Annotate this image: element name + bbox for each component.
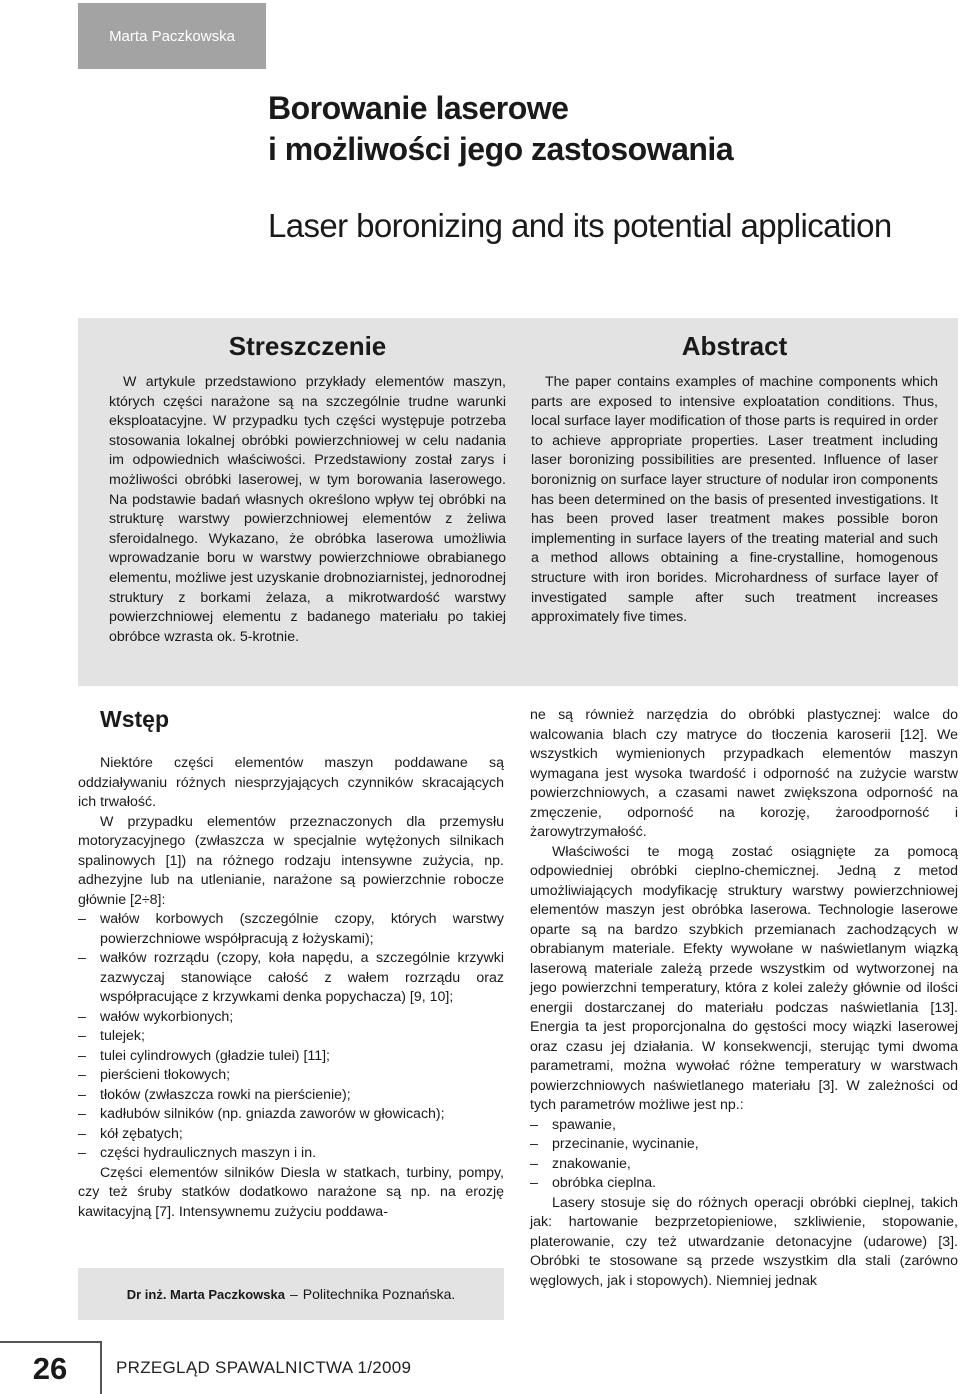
list-item-text: obróbka cieplna. — [552, 1175, 657, 1191]
abstract-pl-heading: Streszczenie — [228, 331, 387, 361]
paragraph: ne są również narzędzia do obróbki plastycznej: walce do walcowania blach czy matryce do tłoczenia karoserii [12]. We wszystkich wymienionych przypadkach elementów maszyn wymagana jest wysoka twardość i odporność na zużycie warstw powierzchniowych, a czasami nawet zwiększona odporność na zmęczenie, odporność na korozję, żaroodporność i żarowytrzymałość. — [530, 707, 958, 840]
dash-marker: – — [78, 1106, 86, 1122]
paragraph: Niektóre części elementów maszyn poddawane są oddziaływaniu różnych niesprzyjających czynników skracających ich trwałość. — [78, 755, 504, 810]
abstract-english — [531, 329, 938, 628]
affiliation-org: Politechnika Poznańska. — [302, 1286, 456, 1302]
dash-marker: – — [78, 1008, 86, 1025]
dash-marker: – — [78, 911, 86, 927]
list-item-text: kadłubów silników (np. gniazda zaworów w głowicach); — [100, 1106, 445, 1122]
list-item — [78, 1144, 504, 1164]
list-item-text: tłoków (zwłaszcza rowki na pierścienie); — [100, 1086, 351, 1103]
list-item-text: wałów wykorbionych; — [100, 1008, 234, 1025]
list-item-text: spawanie, — [552, 1116, 616, 1133]
abstract-en-heading: Abstract — [681, 331, 788, 361]
list-item — [78, 1086, 504, 1106]
paragraph: Właściwości te mogą zostać osiągnięte za pomocą odpowiedniej obróbki cieplno-chemicznej. Jedną z metod umożliwiających modyfikację struktury warstwy powierzchniowej elementów maszyn jest obróbka laserowa. Technologie laserowe oparte są na bardzo szybkich przemianach zachodzących w obrabianym materiale. Efekty wywołane w naświetlanym wiązką laserową materiale zależą przede wszystkim od wytworzonej na jego powierzchni temperatury, która z kolei zależy głównie od ilości energii dostarczanej do materiału podczas naświetlania [13]. Energia ta jest proporcjonalna do gęstości mocy wiązki laserowej oraz czasu jej działania. W konsekwencji, sterując tymi dwoma parametrami, można wywołać różne temperatury w warstwach powierzchniowych naświetlanego materiału [3]. W zależności od tych parametrów możliwe jest np.: — [530, 843, 958, 1113]
dash-marker: – — [78, 1067, 86, 1083]
list-item — [78, 1008, 504, 1028]
list-item — [530, 1155, 958, 1175]
list-item-text: części hydraulicznych maszyn i in. — [100, 1145, 317, 1161]
component-list — [78, 910, 504, 1164]
list-item — [78, 910, 504, 949]
paragraph: W przypadku elementów przeznaczonych dla przemysłu motoryzacyjnego (zwłaszcza w specjalnie wytężonych silnikach spalinowych [1]) na różnego rodzaju intensywne zużycia, np. adhezyjne lub na utlenianie, narażone są powierzchnie robocze głównie [2÷8]: — [78, 813, 504, 908]
list-item — [530, 1174, 958, 1194]
dash-marker: – — [530, 1155, 538, 1172]
dash-marker: – — [530, 1136, 538, 1152]
author-label: Marta Paczkowska — [78, 3, 266, 69]
list-item-text: kół zębatych; — [100, 1125, 183, 1142]
list-item-text: znakowanie, — [552, 1155, 631, 1172]
laser-process-list — [530, 1116, 958, 1194]
affiliation-separator: – — [289, 1286, 298, 1302]
abstract-pl-text: W artykule przedstawiono przykłady elementów maszyn, których części narażone są na szczególnie trudne warunki eksploatacyjne. W przypadku tych części występuje potrzeba stosowania lokalnej obróbki powierzchniowej w celu nadania im odpowiednich właściwości. Przedstawiony został zarys i możliwości obróbki laserowej, w tym borowania laserowego. Na podstawie badań własnych określono wpływ tej obróbki na strukturę warstwy powierzchniowej elementów z żeliwa sferoidalnego. Wykazano, że obróbka laserowa umożliwia wprowadzanie boru w warstwy powierzchniowe obrabianego elementu, możliwe jest uzyskanie drobnoziarnistej, jednorodnej struktury z borkami żelaza, a mikrotwardość warstwy powierzchniowej elementu z badanego materiału po takiej obróbce wzrasta ok. 5-krotnie. — [109, 374, 506, 645]
list-item-text: wałów korbowych (szczególnie czopy, których warstwy powierzchniowe współpracują z łożyskami); — [100, 911, 504, 947]
abstract-box — [78, 318, 958, 686]
abstract-en-text: The paper contains examples of machine components which parts are exposed to intensive exploatation conditions. Thus, local surface layer modification of those parts is required in order to achieve appropriate properties. Laser treatment including laser boronizing possibilities are presented. Influence of laser boroniznig on surface layer structure of nodular iron components has been determined on the basis of presented investigations. It has been proved laser treatment makes possible boron implementing in surface layers of the treating material and such a method allows obtaining a fine-crystalline, homogenous structure with iron borides. Microhardness of surface layer of investigated sample after such treatment increases approximately five times. — [531, 374, 938, 626]
article-subtitle: Laser boronizing and its potential application — [268, 207, 892, 244]
abstract-polish — [109, 329, 506, 647]
list-item — [78, 1105, 504, 1125]
dash-marker: – — [78, 1145, 86, 1161]
journal-name: PRZEGLĄD SPAWALNICTWA 1/2009 — [116, 1358, 412, 1377]
dash-marker: – — [78, 1086, 86, 1103]
paragraph: Części elementów silników Diesla w statkach, turbiny, pompy, czy też śruby statków dodatkowo narażone są np. na erozję kawitacyjną [7]. Intensywnemu zużyciu poddawa- — [78, 1164, 504, 1220]
section-heading: Wstęp — [100, 706, 169, 732]
article-title — [268, 88, 733, 170]
dash-marker: – — [78, 1047, 86, 1064]
list-item-text: przecinanie, wycinanie, — [552, 1136, 699, 1152]
author-affiliation — [78, 1268, 504, 1320]
list-item-text: tulei cylindrowych (gładzie tulei) [11]; — [100, 1047, 330, 1064]
dash-marker: – — [78, 1028, 86, 1044]
list-item — [78, 1066, 504, 1086]
dash-marker: – — [530, 1116, 538, 1133]
affiliation-name: Dr inż. Marta Paczkowska — [126, 1286, 285, 1302]
list-item-text: tulejek; — [100, 1028, 145, 1044]
dash-marker: – — [530, 1175, 538, 1191]
list-item — [530, 1135, 958, 1155]
paragraph: Lasery stosuje się do różnych operacji obróbki cieplnej, takich jak: hartowanie bezprzetopieniowe, szkliwienie, stopowanie, platerowanie, czy też utwardzanie detonacyjne (udarowe) [3]. Obróbki te stosowane są przede wszystkim dla stali (zarówno węglowych, jak i stopowych). Niemniej jednak — [530, 1194, 958, 1289]
page-number: 26 — [0, 1341, 102, 1394]
list-item — [78, 1125, 504, 1145]
dash-marker: – — [78, 950, 86, 966]
dash-marker: – — [78, 1125, 86, 1142]
list-item-text: pierścieni tłokowych; — [100, 1067, 231, 1083]
list-item — [78, 1047, 504, 1067]
list-item — [78, 1027, 504, 1047]
list-item — [78, 949, 504, 1008]
body-column-left — [78, 700, 504, 1222]
title-line: i możliwości jego zastosowania — [268, 131, 734, 167]
title-line: Borowanie laserowe — [268, 90, 569, 126]
body-column-right — [530, 706, 958, 1291]
list-item — [530, 1116, 958, 1136]
list-item-text: wałków rozrządu (czopy, koła napędu, a szczególnie krzywki zazwyczaj stanowiące całość z wałem rozrządu oraz współpracujące z krzywkami denka popychacza) [9, 10]; — [100, 950, 504, 1005]
